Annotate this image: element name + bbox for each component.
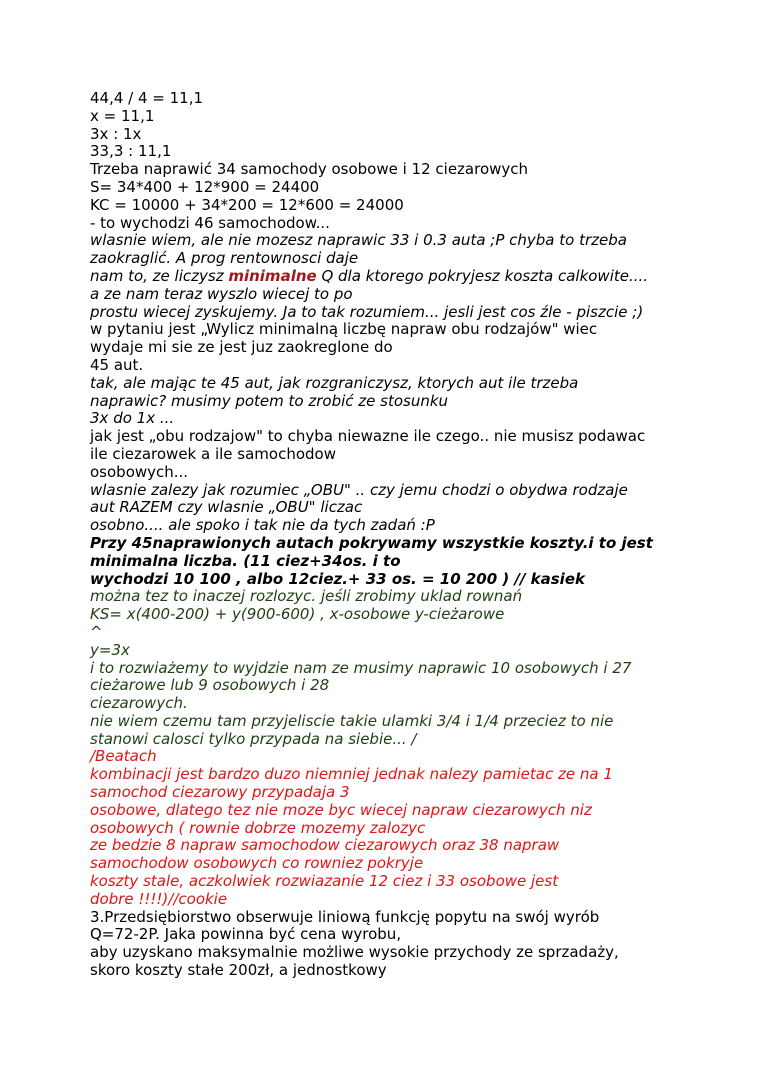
green-comment-line: ciezarowych. xyxy=(90,694,188,713)
comment-line: tak, ale mając te 45 aut, jak rozgraniczysz, ktorych aut ile trzeba xyxy=(90,373,579,392)
text-line: jak jest „obu rodzajow" to chyba niewazne ile czego.. nie musisz podawac xyxy=(90,427,646,446)
green-comment-line: cieżarowe lub 9 osobowych i 28 xyxy=(90,676,330,695)
red-comment-line: samochodow osobowych co rowniez pokryje xyxy=(90,854,424,873)
text-line: osobowych... xyxy=(90,462,189,481)
red-comment-line: koszty stale, aczkolwiek rozwiazanie 12 ciez i 33 osobowe jest xyxy=(90,872,559,891)
bold-comment-line: Przy 45naprawionych autach pokrywamy wszystkie koszty.i to jest xyxy=(90,533,653,552)
text-line: ile ciezarowek a ile samochodow xyxy=(90,444,336,463)
text-line: 33,3 : 11,1 xyxy=(90,142,172,161)
text-line: KC = 10000 + 34*200 = 12*600 = 24000 xyxy=(90,195,404,214)
emphasis-word: minimalne xyxy=(228,266,317,285)
green-comment-line: można tez to inaczej rozlozyc. jeśli zrobimy uklad rownań xyxy=(90,587,523,606)
text-line: 3.Przedsiębiorstwo obserwuje liniową funkcję popytu na swój wyrób xyxy=(90,907,600,926)
comment-line: zaokraglić. A prog rentownosci daje xyxy=(90,249,359,268)
comment-line: naprawic? musimy potem to zrobić ze stosunku xyxy=(90,391,449,410)
comment-line: aut RAZEM czy wlasnie „OBU" liczac xyxy=(90,498,363,517)
text-line: wydaje mi sie ze jest juz zaokreglone do xyxy=(90,338,393,357)
text-line: 3x : 1x xyxy=(90,124,142,143)
text-line: Trzeba naprawić 34 samochody osobowe i 12 ciezarowych xyxy=(90,160,529,179)
text-line: 45 aut. xyxy=(90,355,144,374)
text-line: Q=72-2P. Jaka powinna być cena wyrobu, xyxy=(90,925,402,944)
comment-line: 3x do 1x ... xyxy=(90,409,175,428)
green-comment-line: ^ xyxy=(90,622,103,641)
comment-text: Q dla ktorego pokryjesz koszta calkowite.... xyxy=(316,266,649,285)
bold-comment-line: minimalna liczba. (11 ciez+34os. i to xyxy=(90,551,401,570)
red-comment-line: osobowe, dlatego tez nie moze byc wiecej napraw ciezarowych niz xyxy=(90,800,592,819)
comment-line xyxy=(90,268,670,286)
text-line: w pytaniu jest „Wylicz minimalną liczbę napraw obu rodzajów" wiec xyxy=(90,320,598,339)
text-line: S= 34*400 + 12*900 = 24400 xyxy=(90,177,320,196)
red-comment-line: samochod ciezarowy przypadaja 3 xyxy=(90,783,350,802)
comment-line: wlasnie zalezy jak rozumiec „OBU" .. czy jemu chodzi o obydwa rodzaje xyxy=(90,480,628,499)
comment-text: nam to, ze liczysz xyxy=(90,266,229,285)
red-comment-line: osobowych ( rownie dobrze mozemy zalozyc xyxy=(90,818,426,837)
green-comment-line: KS= x(400-200) + y(900-600) , x-osobowe y-cieżarowe xyxy=(90,605,505,624)
comment-line: osobno.... ale spoko i tak nie da tych zadań :P xyxy=(90,516,435,535)
text-line: x = 11,1 xyxy=(90,106,155,125)
text-line: 44,4 / 4 = 11,1 xyxy=(90,89,204,107)
document-body xyxy=(90,90,670,980)
comment-line: wlasnie wiem, ale nie mozesz naprawic 33 i 0.3 auta ;P chyba to trzeba xyxy=(90,231,627,250)
red-comment-line: dobre !!!!)//cookie xyxy=(90,889,228,908)
green-comment-line: i to rozwiażemy to wyjdzie nam ze musimy naprawic 10 osobowych i 27 xyxy=(90,658,632,677)
green-comment-line: nie wiem czemu tam przyjeliscie takie ulamki 3/4 i 1/4 przeciez to nie xyxy=(90,711,614,730)
text-line: aby uzyskano maksymalnie możliwe wysokie przychody ze sprzadaży, xyxy=(90,943,619,962)
green-comment-line: stanowi calosci tylko przypada na siebie... / xyxy=(90,729,417,748)
red-comment-line: /Beatach xyxy=(90,747,157,766)
text-line: - to wychodzi 46 samochodow... xyxy=(90,213,330,232)
comment-line: a ze nam teraz wyszlo wiecej to po xyxy=(90,284,353,303)
red-comment-line: kombinacji jest bardzo duzo niemniej jednak nalezy pamietac ze na 1 xyxy=(90,765,613,784)
comment-line: prostu wiecej zyskujemy. Ja to tak rozumiem... jesli jest cos źle - piszcie ;) xyxy=(90,302,644,321)
bold-comment-line: wychodzi 10 100 , albo 12ciez.+ 33 os. = 10 200 ) // kasiek xyxy=(90,569,585,588)
text-line: skoro koszty stałe 200zł, a jednostkowy xyxy=(90,961,387,980)
green-comment-line: y=3x xyxy=(90,640,130,659)
red-comment-line: ze bedzie 8 napraw samochodow ciezarowych oraz 38 napraw xyxy=(90,836,560,855)
